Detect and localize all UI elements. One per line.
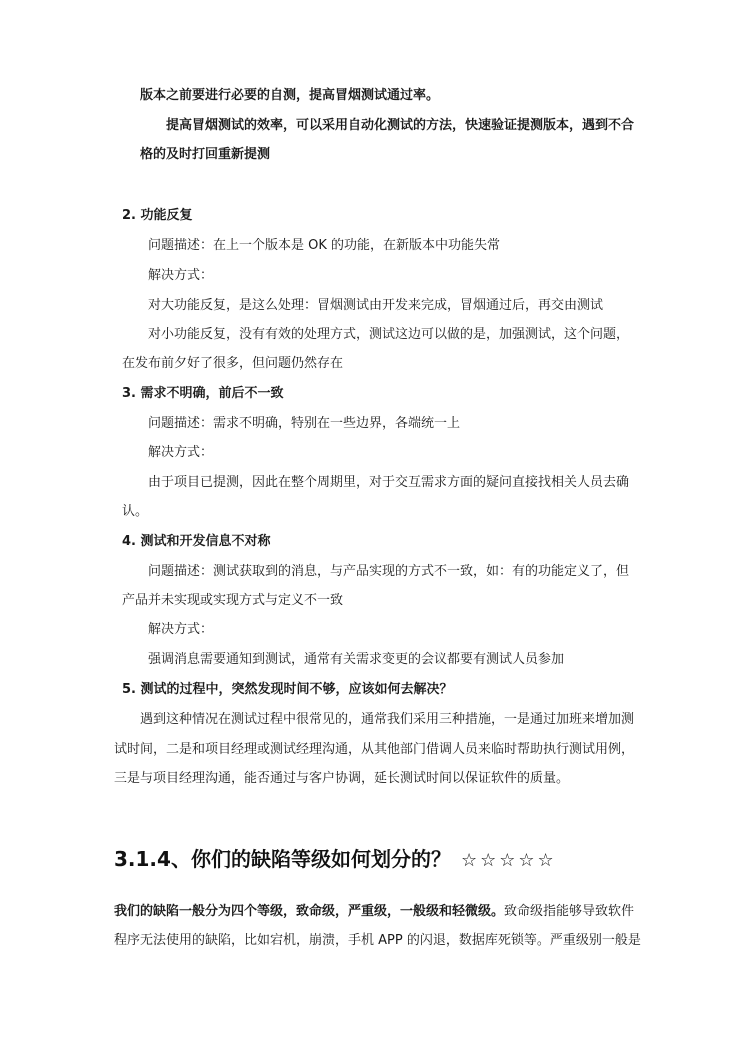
section-4-title: 4. 测试和开发信息不对称 bbox=[122, 534, 271, 549]
defect-level-para bbox=[114, 904, 634, 920]
defect-level-bold-text: 我们的缺陷一般分为四个等级，致命级，严重级，一般级和轻微级。 bbox=[114, 904, 505, 919]
defect-level-para: 程序无法使用的缺陷，比如宕机，崩溃，手机 APP 的闪退，数据库死锁等。严重级别一般是 bbox=[114, 933, 641, 948]
section-2-para: 对小功能反复，没有有效的处理方式，测试这边可以做的是，加强测试，这个问题， bbox=[148, 327, 630, 342]
section-5-para: 试时间，二是和项目经理或测试经理沟通，从其他部门借调人员来临时帮助执行测试用例， bbox=[114, 742, 635, 757]
section-5-title: 5. 测试的过程中，突然发现时间不够，应该如何去解决？ bbox=[122, 682, 453, 697]
section-5-para: 三是与项目经理沟通，能否通过与客户协调，延长测试时间以保证软件的质量。 bbox=[114, 771, 570, 786]
text-line: 版本之前要进行必要的自测，提高冒烟测试通过率。 bbox=[140, 88, 440, 103]
section-2-desc: 问题描述：在上一个版本是 OK 的功能，在新版本中功能失常 bbox=[148, 238, 501, 253]
defect-level-text: 致命级指能够导致软件 bbox=[504, 904, 635, 919]
heading-text: 3.1.4、你们的缺陷等级如何划分的？ bbox=[114, 847, 451, 871]
section-3-1-4-heading bbox=[114, 846, 557, 874]
section-4-desc: 问题描述：测试获取到的消息，与产品实现的方式不一致，如：有的功能定义了，但 bbox=[148, 564, 630, 579]
section-3-solution-label: 解决方式： bbox=[148, 445, 214, 460]
section-4-solution-label: 解决方式： bbox=[148, 622, 214, 637]
section-4-desc: 产品并未实现或实现方式与定义不一致 bbox=[122, 593, 344, 608]
text-line: 提高冒烟测试的效率，可以采用自动化测试的方法，快速验证提测版本，遇到不合 bbox=[166, 118, 635, 133]
section-2-solution-label: 解决方式： bbox=[148, 268, 214, 283]
section-2-para: 在发布前夕好了很多，但问题仍然存在 bbox=[122, 356, 344, 371]
section-3-para: 认。 bbox=[122, 504, 149, 519]
section-2-para: 对大功能反复，是这么处理：冒烟测试由开发来完成，冒烟通过后，再交由测试 bbox=[148, 298, 604, 313]
star-rating-icon: ☆☆☆☆☆ bbox=[460, 850, 557, 871]
section-3-desc: 问题描述：需求不明确，特别在一些边界，各端统一上 bbox=[148, 416, 461, 431]
section-2-title: 2. 功能反复 bbox=[122, 208, 193, 223]
text-line: 格的及时打回重新提测 bbox=[140, 147, 271, 162]
section-5-para: 遇到这种情况在测试过程中很常见的，通常我们采用三种措施，一是通过加班来增加测 bbox=[140, 712, 635, 727]
section-3-title: 3. 需求不明确，前后不一致 bbox=[122, 386, 284, 401]
section-4-para: 强调消息需要通知到测试，通常有关需求变更的会议都要有测试人员参加 bbox=[148, 652, 565, 667]
section-3-para: 由于项目已提测，因此在整个周期里，对于交互需求方面的疑问直接找相关人员去确 bbox=[148, 475, 630, 490]
